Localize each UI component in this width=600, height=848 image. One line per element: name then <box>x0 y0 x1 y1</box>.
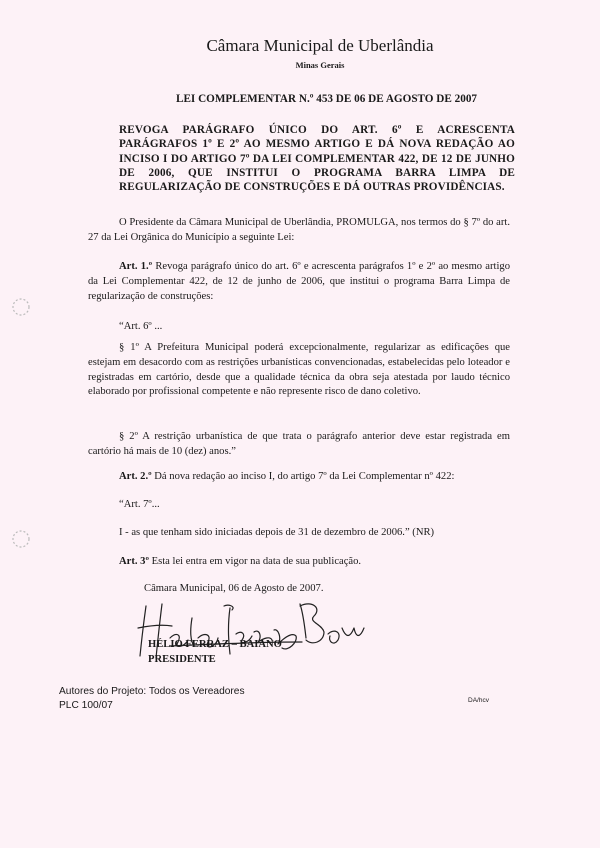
footer <box>59 685 245 713</box>
signatory-name: HÉLIO FERRAZ – BAIANO <box>148 639 282 650</box>
preamble: O Presidente da Câmara Municipal de Uberlândia, PROMULGA, nos termos do § 7º do art. 27 da Lei Orgânica do Município a seguinte Lei: <box>88 217 510 243</box>
article-2-label: Art. 2.º <box>119 471 152 482</box>
punch-hole-icon <box>10 528 32 550</box>
article-1-text: Revoga parágrafo único do art. 6º e acrescenta parágrafos 1º e 2º ao mesmo artigo da Lei Complementar 422, de 12 de junho de 2006, que institui o programa Barra Limpa de regularização de construções: <box>88 261 510 302</box>
signatory-role: PRESIDENTE <box>148 653 216 665</box>
article-2 <box>88 470 510 485</box>
article-2-text: Dá nova redação ao inciso I, do artigo 7º da Lei Complementar nº 422: <box>151 471 455 482</box>
typist-reference: DA/hcv <box>468 697 489 704</box>
article-1 <box>88 260 510 304</box>
law-title: LEI COMPLEMENTAR N.º 453 DE 06 DE AGOSTO DE 2007 <box>176 93 478 105</box>
chamber-name: Câmara Municipal de Uberlândia <box>206 36 434 55</box>
date-line: Câmara Municipal, 06 de Agosto de 2007. <box>144 583 324 594</box>
plc-number: PLC 100/07 <box>59 700 113 711</box>
state-name: Minas Gerais <box>295 60 345 70</box>
article-3 <box>88 555 510 570</box>
art6-quote: “Art. 6º ... <box>119 321 163 332</box>
project-authors: Autores do Projeto: Todos os Vereadores <box>59 686 245 697</box>
paragraph-2: § 2º A restrição urbanística de que trata o parágrafo anterior deve estar registrada em cartório há mais de 10 (dez) anos.” <box>88 431 510 457</box>
article-3-label: Art. 3º <box>119 556 149 567</box>
inciso-1: I - as que tenham sido iniciadas depois de 31 de dezembro de 2006.” (NR) <box>119 527 435 538</box>
signatory <box>148 638 282 668</box>
article-1-label: Art. 1.º <box>119 261 153 272</box>
paragraph-1: § 1º A Prefeitura Municipal poderá excepcionalmente, regularizar as edificações que estejam em desacordo com as restrições urbanísticas convencionadas, estabelecidas pelo loteador e registradas em cartório, desde que a qualidade técnica da obra seja atestada por laudo técnico elaborado por profissional competente e não represente risco de dano coletivo. <box>88 342 510 398</box>
punch-hole-icon <box>10 296 32 318</box>
art7-quote: “Art. 7º... <box>119 499 160 510</box>
law-ementa: REVOGA PARÁGRAFO ÚNICO DO ART. 6º E ACRESCENTA PARÁGRAFOS 1º E 2º AO MESMO ARTIGO E DÁ NOVA REDAÇÃO AO INCISO I DO ARTIGO 7º DA LEI COMPLEMENTAR 422, DE 12 DE JUNHO DE 2006, QUE INSTITUI O PROGRAMA BARRA LIMPA DE REGULARIZAÇÃO DE CONSTRUÇÕES E DÁ OUTRAS PROVIDÊNCIAS. <box>119 124 515 194</box>
article-3-text: Esta lei entra em vigor na data de sua publicação. <box>148 556 362 567</box>
